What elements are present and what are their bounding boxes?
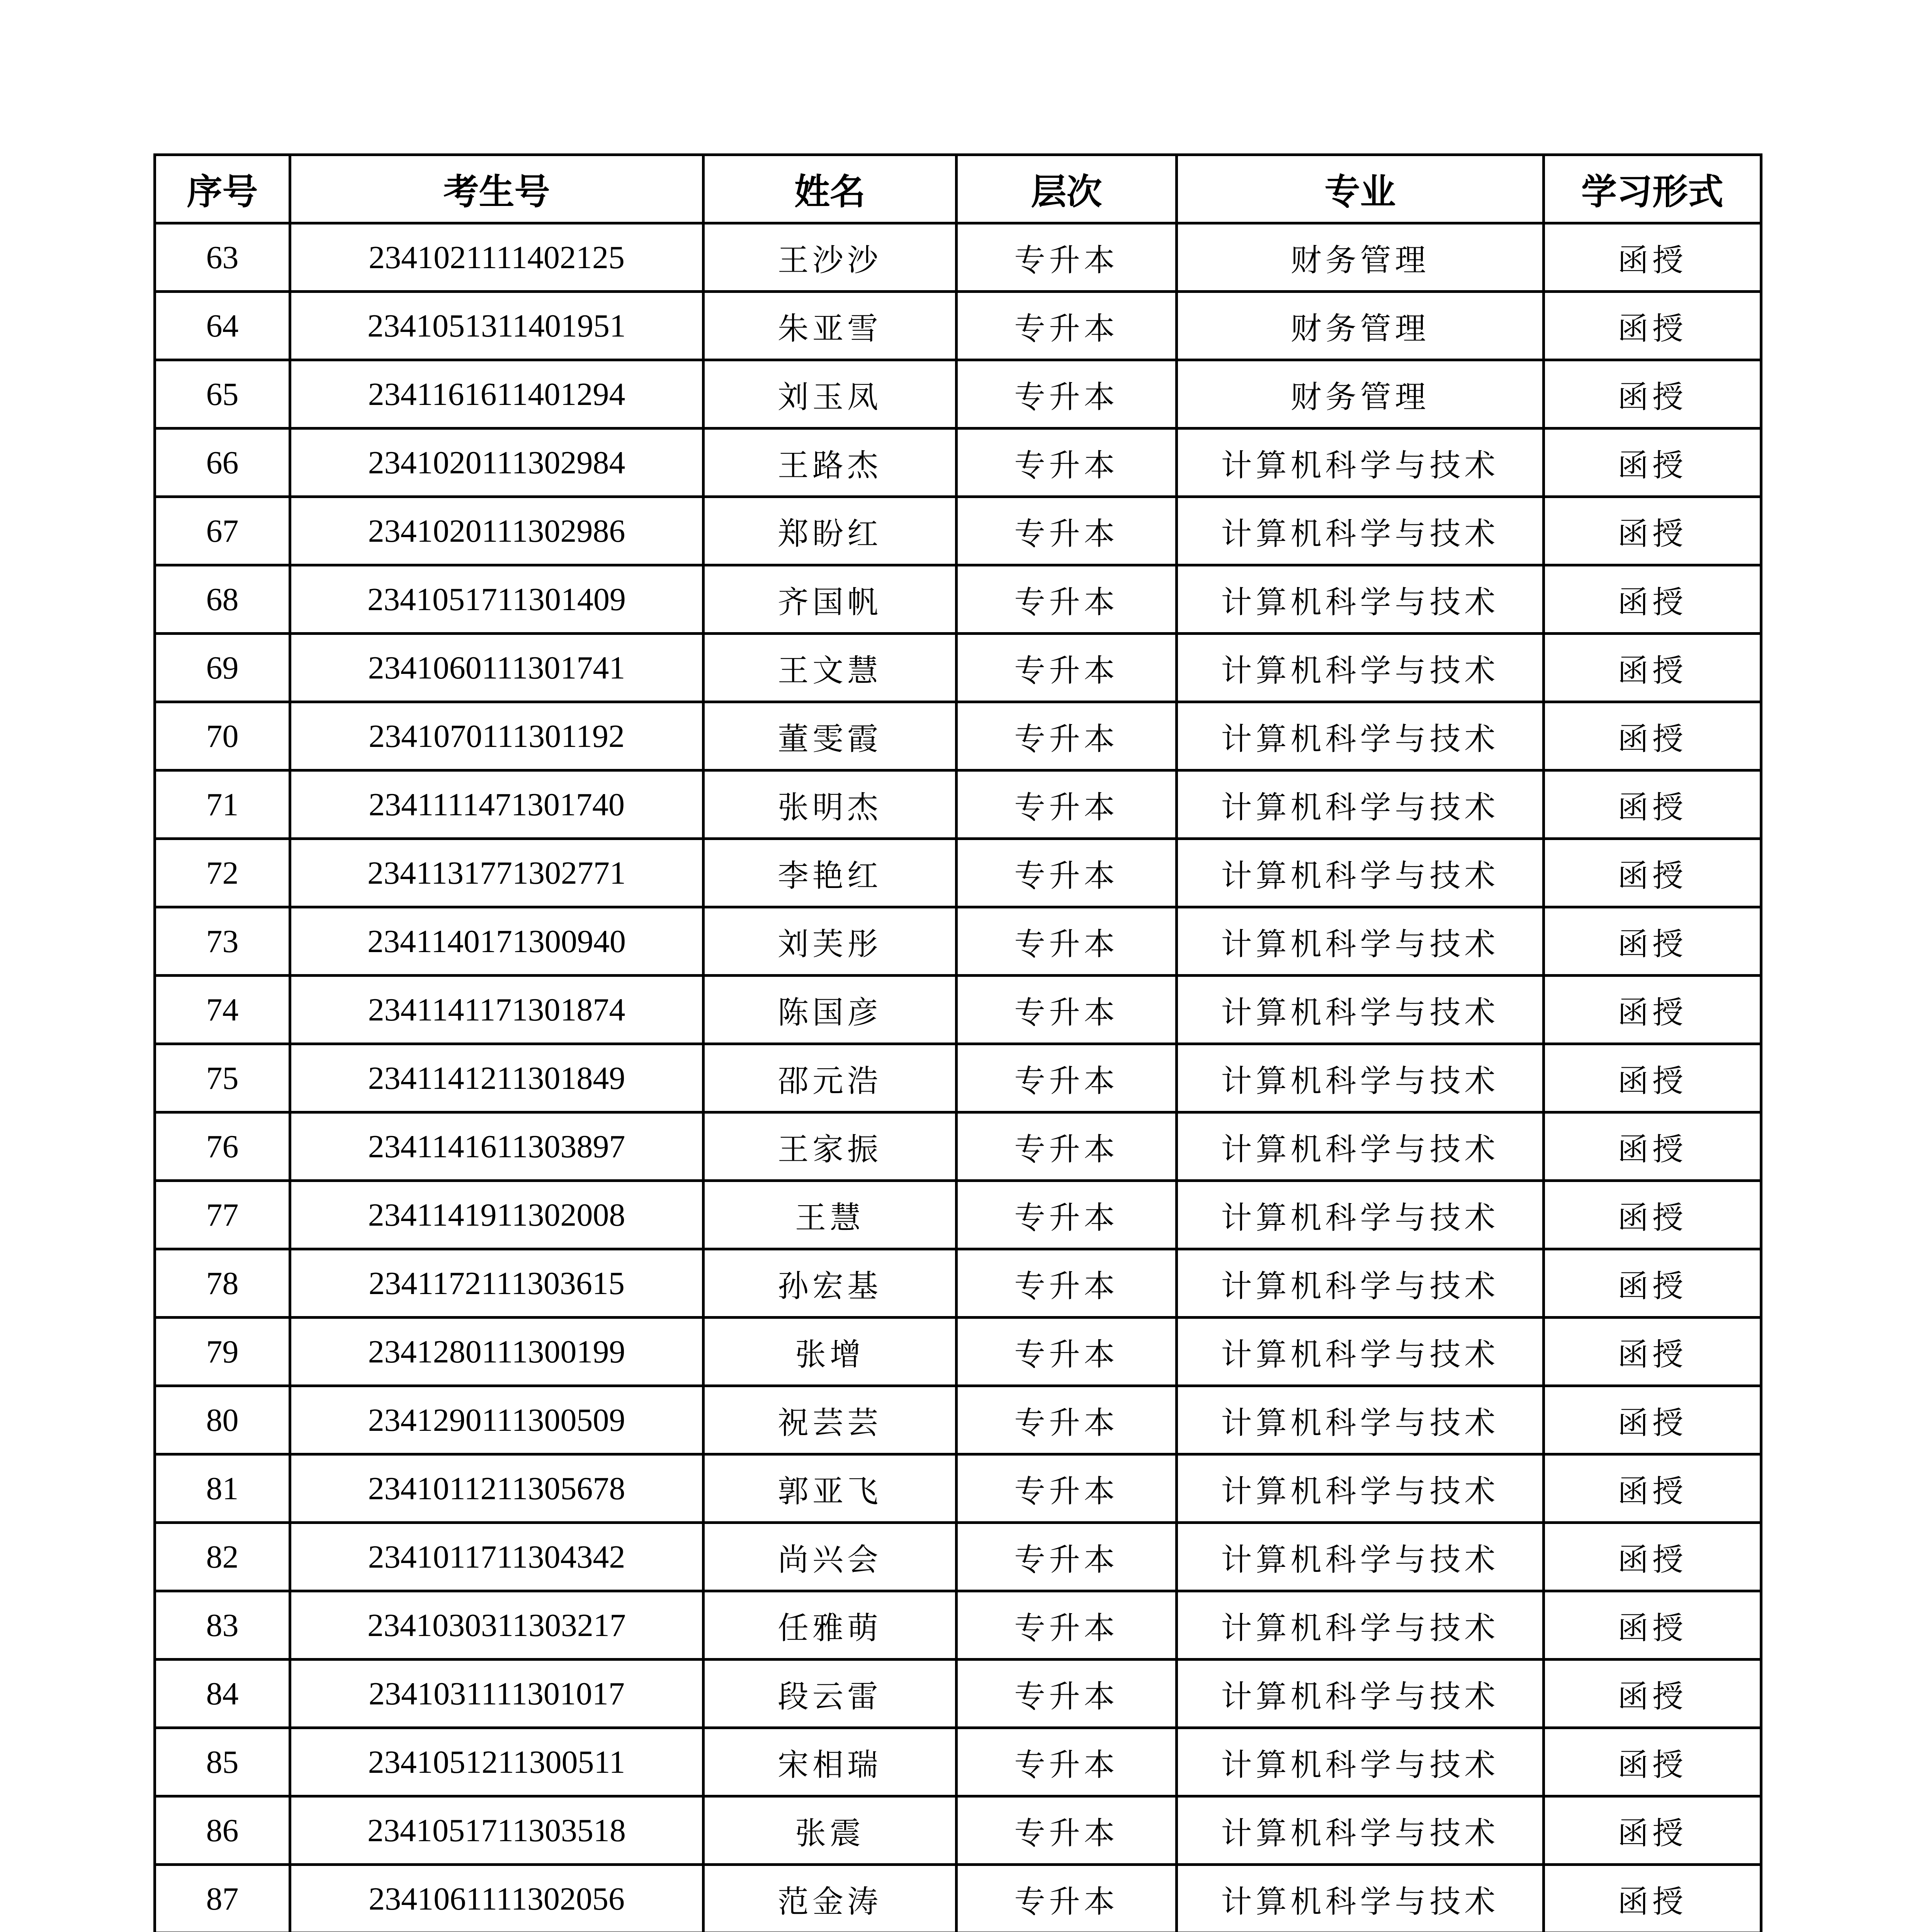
header-level: 层次 [957, 155, 1177, 223]
cell-level: 专升本 [957, 1318, 1177, 1386]
cell-seq: 75 [155, 1044, 290, 1112]
cell-level: 专升本 [957, 292, 1177, 360]
cell-study-form: 函授 [1544, 770, 1761, 839]
table-row [155, 634, 1761, 702]
cell-name: 王文慧 [704, 634, 957, 702]
cell-exam-no: 2341021111402125 [290, 223, 704, 292]
cell-exam-no: 2341141611303897 [290, 1112, 704, 1181]
cell-seq: 82 [155, 1523, 290, 1591]
cell-study-form: 函授 [1544, 360, 1761, 429]
cell-exam-no: 2341051711301409 [290, 565, 704, 634]
cell-study-form: 函授 [1544, 907, 1761, 976]
cell-level: 专升本 [957, 497, 1177, 565]
table-row [155, 702, 1761, 770]
cell-study-form: 函授 [1544, 497, 1761, 565]
cell-level: 专升本 [957, 1454, 1177, 1523]
cell-level: 专升本 [957, 1728, 1177, 1796]
cell-study-form: 函授 [1544, 1044, 1761, 1112]
cell-seq: 76 [155, 1112, 290, 1181]
cell-name: 郭亚飞 [704, 1454, 957, 1523]
cell-level: 专升本 [957, 702, 1177, 770]
table-row [155, 360, 1761, 429]
cell-major: 计算机科学与技术 [1177, 497, 1544, 565]
cell-exam-no: 2341141211301849 [290, 1044, 704, 1112]
table-row [155, 497, 1761, 565]
header-seq: 序号 [155, 155, 290, 223]
cell-seq: 87 [155, 1865, 290, 1932]
cell-major: 计算机科学与技术 [1177, 1796, 1544, 1865]
cell-study-form: 函授 [1544, 976, 1761, 1044]
cell-major: 计算机科学与技术 [1177, 1386, 1544, 1454]
cell-seq: 83 [155, 1591, 290, 1660]
cell-seq: 65 [155, 360, 290, 429]
cell-seq: 80 [155, 1386, 290, 1454]
cell-name: 张明杰 [704, 770, 957, 839]
cell-major: 计算机科学与技术 [1177, 429, 1544, 497]
cell-exam-no: 2341011211305678 [290, 1454, 704, 1523]
cell-study-form: 函授 [1544, 1865, 1761, 1932]
cell-exam-no: 2341131771302771 [290, 839, 704, 907]
cell-study-form: 函授 [1544, 1728, 1761, 1796]
cell-name: 王沙沙 [704, 223, 957, 292]
cell-study-form: 函授 [1544, 1181, 1761, 1249]
cell-major: 计算机科学与技术 [1177, 839, 1544, 907]
cell-level: 专升本 [957, 770, 1177, 839]
cell-level: 专升本 [957, 360, 1177, 429]
cell-name: 齐国帆 [704, 565, 957, 634]
table-row [155, 1591, 1761, 1660]
cell-major: 计算机科学与技术 [1177, 1181, 1544, 1249]
cell-major: 计算机科学与技术 [1177, 1728, 1544, 1796]
cell-major: 计算机科学与技术 [1177, 1249, 1544, 1318]
cell-name: 任雅萌 [704, 1591, 957, 1660]
cell-seq: 67 [155, 497, 290, 565]
cell-exam-no: 2341290111300509 [290, 1386, 704, 1454]
table-row [155, 292, 1761, 360]
cell-seq: 69 [155, 634, 290, 702]
cell-level: 专升本 [957, 976, 1177, 1044]
header-major: 专业 [1177, 155, 1544, 223]
cell-exam-no: 2341031111301017 [290, 1660, 704, 1728]
cell-seq: 70 [155, 702, 290, 770]
table-row [155, 1112, 1761, 1181]
cell-major: 财务管理 [1177, 223, 1544, 292]
cell-major: 计算机科学与技术 [1177, 770, 1544, 839]
cell-seq: 72 [155, 839, 290, 907]
cell-study-form: 函授 [1544, 839, 1761, 907]
table-row [155, 223, 1761, 292]
cell-major: 计算机科学与技术 [1177, 702, 1544, 770]
cell-name: 王慧 [704, 1181, 957, 1249]
cell-major: 计算机科学与技术 [1177, 1454, 1544, 1523]
table-row [155, 1454, 1761, 1523]
cell-study-form: 函授 [1544, 223, 1761, 292]
table-row [155, 429, 1761, 497]
cell-exam-no: 2341140171300940 [290, 907, 704, 976]
table-row [155, 1796, 1761, 1865]
cell-major: 计算机科学与技术 [1177, 565, 1544, 634]
table-body [155, 223, 1761, 1932]
cell-level: 专升本 [957, 1181, 1177, 1249]
cell-name: 祝芸芸 [704, 1386, 957, 1454]
cell-exam-no: 2341141171301874 [290, 976, 704, 1044]
cell-level: 专升本 [957, 565, 1177, 634]
cell-exam-no: 2341020111302986 [290, 497, 704, 565]
cell-study-form: 函授 [1544, 634, 1761, 702]
cell-level: 专升本 [957, 907, 1177, 976]
cell-seq: 85 [155, 1728, 290, 1796]
table-row [155, 1386, 1761, 1454]
cell-seq: 74 [155, 976, 290, 1044]
cell-study-form: 函授 [1544, 1454, 1761, 1523]
cell-major: 计算机科学与技术 [1177, 1112, 1544, 1181]
cell-study-form: 函授 [1544, 1112, 1761, 1181]
cell-major: 计算机科学与技术 [1177, 634, 1544, 702]
cell-study-form: 函授 [1544, 1386, 1761, 1454]
cell-seq: 84 [155, 1660, 290, 1728]
cell-exam-no: 2341111471301740 [290, 770, 704, 839]
cell-exam-no: 2341280111300199 [290, 1318, 704, 1386]
cell-major: 计算机科学与技术 [1177, 907, 1544, 976]
table-row [155, 770, 1761, 839]
cell-seq: 68 [155, 565, 290, 634]
cell-seq: 63 [155, 223, 290, 292]
cell-study-form: 函授 [1544, 702, 1761, 770]
table-row [155, 1660, 1761, 1728]
cell-exam-no: 2341051311401951 [290, 292, 704, 360]
cell-major: 计算机科学与技术 [1177, 976, 1544, 1044]
table-row [155, 907, 1761, 976]
header-name: 姓名 [704, 155, 957, 223]
cell-exam-no: 2341141911302008 [290, 1181, 704, 1249]
cell-major: 计算机科学与技术 [1177, 1660, 1544, 1728]
table-row [155, 1728, 1761, 1796]
student-roster-table [153, 153, 1762, 1932]
table-row [155, 976, 1761, 1044]
cell-seq: 77 [155, 1181, 290, 1249]
cell-study-form: 函授 [1544, 1523, 1761, 1591]
table-row [155, 1044, 1761, 1112]
cell-level: 专升本 [957, 223, 1177, 292]
cell-name: 张增 [704, 1318, 957, 1386]
cell-study-form: 函授 [1544, 565, 1761, 634]
cell-name: 尚兴会 [704, 1523, 957, 1591]
cell-level: 专升本 [957, 839, 1177, 907]
table-row [155, 1181, 1761, 1249]
header-study-form: 学习形式 [1544, 155, 1761, 223]
cell-major: 计算机科学与技术 [1177, 1523, 1544, 1591]
cell-seq: 66 [155, 429, 290, 497]
cell-name: 王家振 [704, 1112, 957, 1181]
cell-name: 刘芙彤 [704, 907, 957, 976]
cell-name: 王路杰 [704, 429, 957, 497]
cell-study-form: 函授 [1544, 292, 1761, 360]
cell-level: 专升本 [957, 1523, 1177, 1591]
cell-study-form: 函授 [1544, 1796, 1761, 1865]
table-row [155, 1249, 1761, 1318]
cell-exam-no: 2341172111303615 [290, 1249, 704, 1318]
cell-exam-no: 2341060111301741 [290, 634, 704, 702]
cell-name: 张震 [704, 1796, 957, 1865]
cell-exam-no: 2341061111302056 [290, 1865, 704, 1932]
cell-name: 李艳红 [704, 839, 957, 907]
cell-study-form: 函授 [1544, 429, 1761, 497]
cell-level: 专升本 [957, 1044, 1177, 1112]
table-header-row [155, 155, 1761, 223]
cell-name: 董雯霞 [704, 702, 957, 770]
cell-major: 计算机科学与技术 [1177, 1318, 1544, 1386]
cell-seq: 81 [155, 1454, 290, 1523]
table-row [155, 1865, 1761, 1932]
cell-seq: 64 [155, 292, 290, 360]
cell-level: 专升本 [957, 1660, 1177, 1728]
cell-level: 专升本 [957, 429, 1177, 497]
table-row [155, 565, 1761, 634]
cell-study-form: 函授 [1544, 1660, 1761, 1728]
cell-exam-no: 2341030311303217 [290, 1591, 704, 1660]
cell-level: 专升本 [957, 634, 1177, 702]
cell-level: 专升本 [957, 1865, 1177, 1932]
cell-major: 计算机科学与技术 [1177, 1044, 1544, 1112]
cell-seq: 71 [155, 770, 290, 839]
cell-major: 财务管理 [1177, 360, 1544, 429]
cell-level: 专升本 [957, 1386, 1177, 1454]
cell-seq: 73 [155, 907, 290, 976]
header-exam-no: 考生号 [290, 155, 704, 223]
cell-level: 专升本 [957, 1249, 1177, 1318]
cell-exam-no: 2341051711303518 [290, 1796, 704, 1865]
cell-name: 陈国彦 [704, 976, 957, 1044]
cell-level: 专升本 [957, 1112, 1177, 1181]
cell-name: 孙宏基 [704, 1249, 957, 1318]
cell-name: 邵元浩 [704, 1044, 957, 1112]
cell-major: 计算机科学与技术 [1177, 1865, 1544, 1932]
cell-exam-no: 2341020111302984 [290, 429, 704, 497]
cell-exam-no: 2341051211300511 [290, 1728, 704, 1796]
cell-major: 计算机科学与技术 [1177, 1591, 1544, 1660]
cell-name: 朱亚雪 [704, 292, 957, 360]
table-row [155, 1523, 1761, 1591]
cell-exam-no: 2341070111301192 [290, 702, 704, 770]
cell-seq: 86 [155, 1796, 290, 1865]
cell-level: 专升本 [957, 1796, 1177, 1865]
cell-major: 财务管理 [1177, 292, 1544, 360]
cell-study-form: 函授 [1544, 1591, 1761, 1660]
cell-study-form: 函授 [1544, 1318, 1761, 1386]
cell-name: 郑盼红 [704, 497, 957, 565]
cell-name: 宋相瑞 [704, 1728, 957, 1796]
cell-level: 专升本 [957, 1591, 1177, 1660]
cell-study-form: 函授 [1544, 1249, 1761, 1318]
cell-seq: 79 [155, 1318, 290, 1386]
table-row [155, 1318, 1761, 1386]
table-row [155, 839, 1761, 907]
cell-name: 范金涛 [704, 1865, 957, 1932]
cell-name: 刘玉凤 [704, 360, 957, 429]
cell-exam-no: 2341161611401294 [290, 360, 704, 429]
cell-exam-no: 2341011711304342 [290, 1523, 704, 1591]
cell-seq: 78 [155, 1249, 290, 1318]
cell-name: 段云雷 [704, 1660, 957, 1728]
